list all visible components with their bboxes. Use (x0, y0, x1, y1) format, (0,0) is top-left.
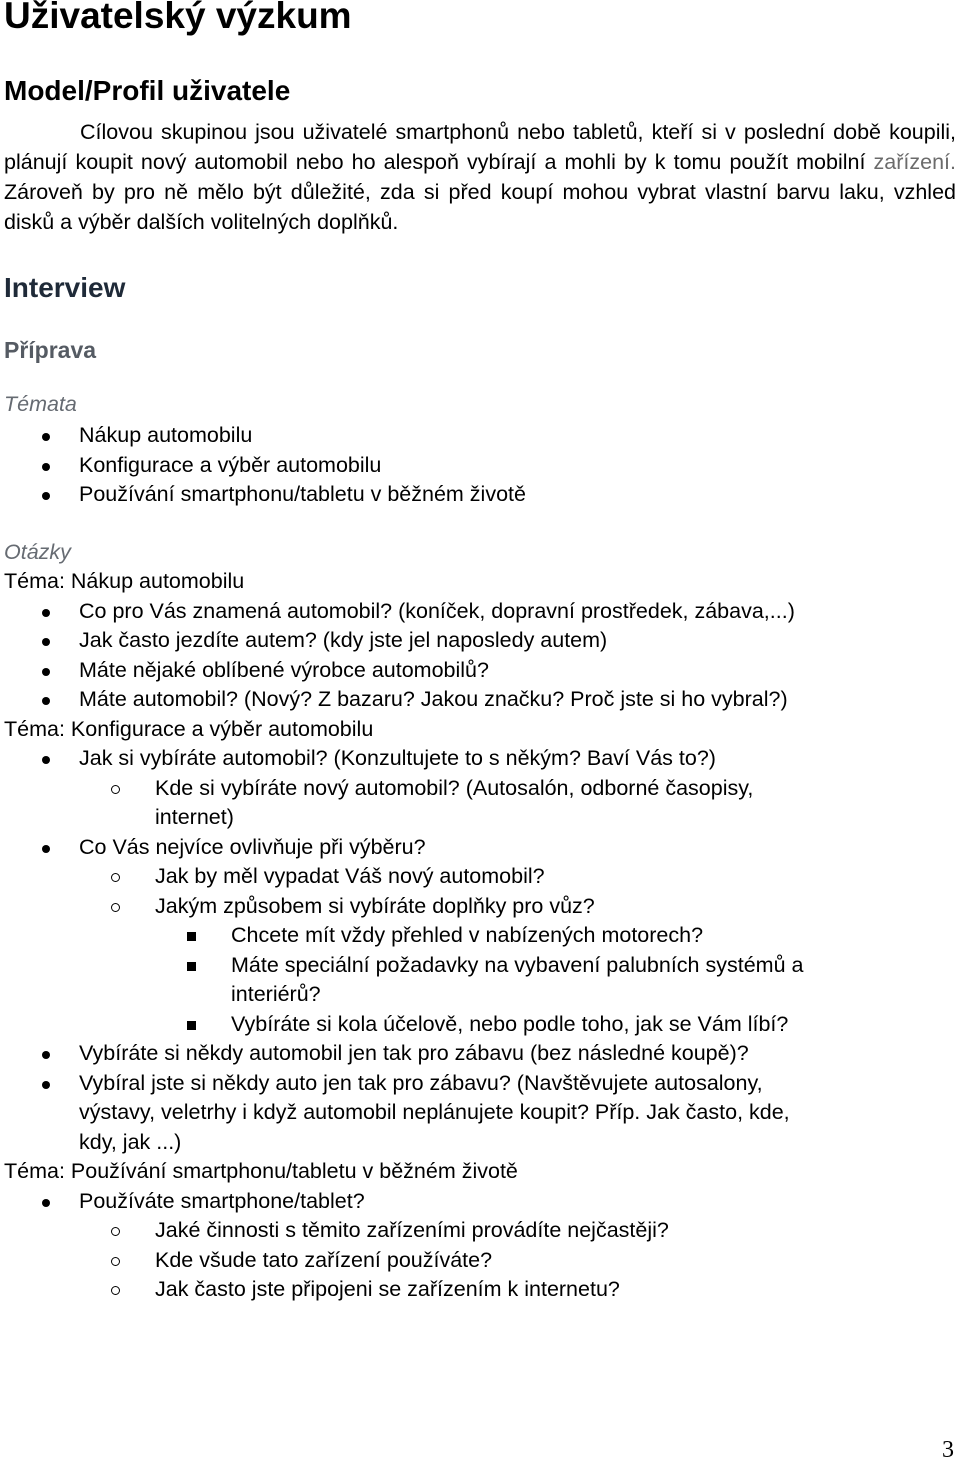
bullet-circle-icon (111, 1257, 120, 1266)
bullet-circle-icon (111, 1227, 120, 1236)
topics-heading: Témata (4, 392, 77, 416)
question-item: Co pro Vás znamená automobil? (koníček, dopravní prostředek, zábava,...) (79, 598, 795, 623)
bullet-circle-icon (111, 1286, 120, 1295)
bullet-circle-icon (111, 903, 120, 912)
bullet-square-icon (187, 932, 196, 941)
page-number: 3 (942, 1437, 954, 1463)
question-item: výstavy, veletrhy i když automobil neplánujete koupit? Příp. Jak často, kde, (79, 1100, 790, 1124)
profile-heading: Model/Profil uživatele (4, 75, 291, 106)
subsubquestion-item: Máte speciální požadavky na vybavení palubních systémů a (231, 952, 804, 977)
subsubquestion-item: Chcete mít vždy přehled v nabízených motorech? (231, 923, 704, 947)
profile-paragraph-faded: zařízení. (873, 150, 956, 174)
question-item: Vybíráte si někdy automobil jen tak pro zábavu (bez následné koupě)? (79, 1041, 749, 1065)
bullet-dot-icon (42, 1081, 50, 1089)
question-item: Jak často jezdíte autem? (kdy jste jel naposledy autem) (79, 628, 608, 652)
topic-label: Téma: Nákup automobilu (4, 569, 245, 593)
topic-label: Téma: Konfigurace a výběr automobilu (4, 716, 374, 741)
bullet-dot-icon (42, 845, 50, 853)
profile-paragraph (4, 117, 956, 237)
subquestion-item: Kde všude tato zařízení používáte? (155, 1247, 493, 1272)
bullet-dot-icon (42, 668, 50, 676)
interview-heading: Interview (4, 272, 126, 303)
subsubquestion-item: interiérů? (231, 982, 321, 1006)
topic-item: Konfigurace a výběr automobilu (79, 452, 382, 477)
bullet-dot-icon (42, 1051, 50, 1059)
bullet-dot-icon (42, 433, 50, 441)
subquestion-item: Jakým způsobem si vybíráte doplňky pro vůz? (155, 893, 595, 918)
subquestion-item: internet) (155, 805, 234, 829)
topic-label: Téma: Používání smartphonu/tabletu v běžném životě (4, 1159, 518, 1183)
preparation-heading: Příprava (4, 337, 97, 363)
subquestion-item: Jak by měl vypadat Váš nový automobil? (155, 864, 545, 888)
question-item: kdy, jak ...) (79, 1129, 182, 1154)
topic-item: Používání smartphonu/tabletu v běžném životě (79, 482, 526, 506)
bullet-dot-icon (42, 1199, 50, 1207)
bullet-circle-icon (111, 873, 120, 882)
bullet-dot-icon (42, 638, 50, 646)
topic-item: Nákup automobilu (79, 423, 253, 447)
bullet-circle-icon (111, 785, 120, 794)
subsubquestion-item: Vybíráte si kola účelově, nebo podle toho, jak se Vám líbí? (231, 1011, 789, 1036)
bullet-dot-icon (42, 697, 50, 705)
document-title: Uživatelský výzkum (4, 0, 352, 36)
profile-paragraph-rest: Zároveň by pro ně mělo být důležité, zda si před koupí mohou vybrat vlastní barvu laku, vzhled disků a výběr dalších volitelných doplňků. (4, 180, 956, 234)
question-item: Máte nějaké oblíbené výrobce automobilů? (79, 657, 489, 682)
bullet-square-icon (187, 1021, 196, 1030)
question-item: Jak si vybíráte automobil? (Konzultujete to s někým? Baví Vás to?) (79, 746, 716, 770)
bullet-dot-icon (42, 756, 50, 764)
subquestion-item: Jak často jste připojeni se zařízením k internetu? (155, 1277, 620, 1301)
question-item: Máte automobil? (Nový? Z bazaru? Jakou značku? Proč jste si ho vybral?) (79, 687, 788, 711)
bullet-dot-icon (42, 492, 50, 500)
bullet-dot-icon (42, 609, 50, 617)
subquestion-item: Kde si vybíráte nový automobil? (Autosalón, odborné časopisy, (155, 775, 754, 800)
subquestion-item: Jaké činnosti s těmito zařízeními provádíte nejčastěji? (155, 1218, 669, 1242)
questions-heading: Otázky (4, 540, 71, 564)
bullet-square-icon (187, 962, 196, 971)
profile-paragraph-text: Cílovou skupinou jsou uživatelé smartphonů nebo tabletů, kteří si v poslední době koupili, plánují koupit nový automobil nebo ho alespoň vybírají a mohli by k tomu použít mobilní (4, 120, 956, 174)
question-item: Co Vás nejvíce ovlivňuje při výběru? (79, 834, 426, 859)
question-item: Používáte smartphone/tablet? (79, 1188, 365, 1213)
bullet-dot-icon (42, 463, 50, 471)
question-item: Vybíral jste si někdy auto jen tak pro zábavu? (Navštěvujete autosalony, (79, 1070, 763, 1095)
